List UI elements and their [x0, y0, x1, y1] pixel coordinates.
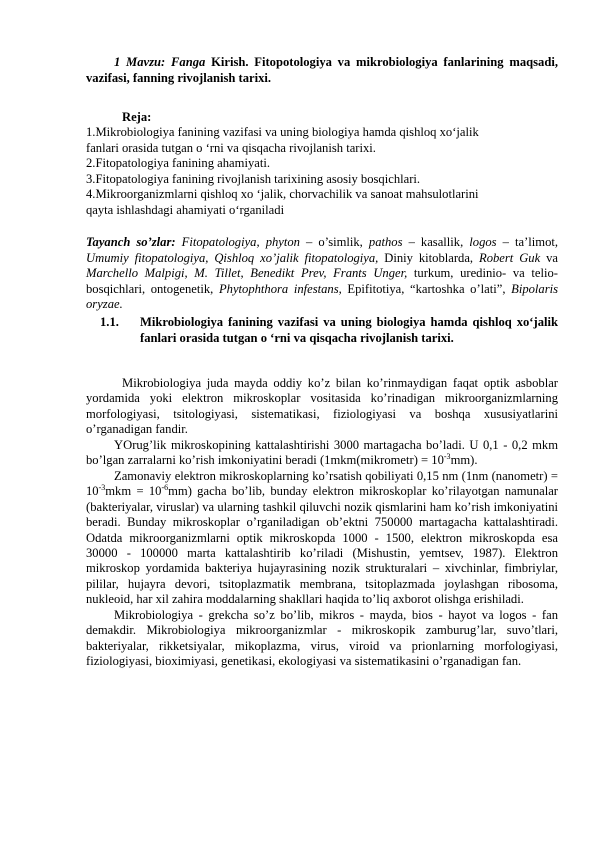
keyword: Marchello Malpigi, M. Tillet, Benedikt Prev, Frants Unger,: [86, 266, 408, 280]
keyword: Fitopatologiya,: [181, 235, 260, 249]
section-title: Mikrobiologiya fanining vazifasi va uning biologiya hamda qishloq xo‘jalik fanlari orasida tutgan o ‘rni va qisqacha rivojlanish tarixi.: [140, 315, 558, 345]
topic-number: 1 Mavzu: Fanga: [114, 55, 206, 69]
superscript: -6: [161, 482, 169, 492]
keyword-gloss: – kasallik,: [408, 235, 464, 249]
keywords-block: [86, 235, 558, 313]
keyword: logos: [469, 235, 497, 249]
superscript: -3: [98, 482, 106, 492]
paragraph: Mikrobiologiya juda mayda oddiy ko’z bilan ko’rinmaydigan faqat optik asboblar yordamida yoki elektron mikroskoplar vositasida ko’rinadigan mikroorganizmlarning morfologiyasi, tsitologiyasi, sistematikasi, fiziologiyasi va boshqa xususiyatlarini o’rganadigan fandir.: [86, 376, 558, 437]
paragraph: [86, 469, 558, 608]
paragraph-text: mkm = 10: [105, 484, 162, 499]
keyword: phyton: [265, 235, 300, 249]
keyword-gloss: va: [546, 250, 558, 265]
plan-line: 3.Fitopatologiya fanining rivojlanish tarixining asosiy bosqichlari.: [86, 171, 421, 186]
paragraph: [86, 438, 558, 469]
keyword: Robert Guk: [479, 250, 541, 265]
section-heading: [100, 315, 558, 346]
section-body: [86, 376, 558, 670]
topic-title-text: Fitopotologiya va mikrobiologiya fanlarining maqsadi, vazifasi, fanning rivojlanish tarixi.: [86, 55, 559, 85]
topic-intro: Kirish.: [211, 55, 249, 69]
plan-line: fanlari orasida tutgan o ‘rni va qisqacha rivojlanish tarixi.: [86, 140, 376, 155]
plan-line: 4.Mikroorganizmlarni qishloq xo ‘jalik, chorvachilik va sanoat mahsulotlarini: [86, 187, 479, 201]
keyword: pathos: [368, 235, 403, 249]
paragraph-text: Zamonaviy elektron mikroskoplarning ko’rsatish qobiliyati 0,15 nm (1nm (nanometr) = 10: [86, 468, 558, 499]
plan-line: 2.Fitopatologiya fanining ahamiyati.: [86, 156, 270, 170]
superscript: -3: [443, 452, 451, 462]
paragraph-text: mm) gacha bo’lib, bunday elektron mikroskoplar ko’rilayotgan namunalar (bakteriyalar, viruslar) va ularning tashkil qiluvchi nozik qismlarini ham ko’rish imkoniyatini beradi. Bunday mikroskoplar o’rganiladigan ob’ektni 750000 martagacha kattalashtiradi. Odatda mikroorganizmlarni optik mikroskopda 1000 - 1500, elektron mikroskopda esa 30000 - 100000 marta kattalashtirib ko’riladi (Mishustin, yemtsev, 1987). Elektron mikroskop yordamida bakteriya hujayrasining nozik strukturalari – xivchinlar, fimbriylar, pililar, hujayra devori, tsitoplazmatik membrana, tsitoplazmada joylashgan ribosoma, nukleoid, har xil zahira moddalarning shakllari haqida to’liq axborot olishga erishiladi.: [86, 484, 558, 607]
paragraph-text: YOrug’lik mikroskopining kattalashtirishi 3000 martagacha bo’ladi. U 0,1 - 0,2 mkm bo’lgan zarralarni ko’rish imkoniyatini beradi (1mkm(mikrometr) = 10: [86, 437, 558, 468]
keyword: Umumiy fitopatologiya, Qishloq xo’jalik fitopatologiya,: [86, 250, 379, 265]
keyword-gloss: ta’limot,: [515, 235, 559, 249]
plan-list: [86, 125, 558, 218]
section-number: 1.1.: [100, 315, 119, 329]
keywords-label: Tayanch so’zlar:: [86, 235, 176, 249]
keyword: Phytophthora infestans,: [218, 281, 342, 296]
keyword: Diniy kitoblarda,: [384, 250, 474, 265]
keyword: turkum, uredinio- va telio-bosqichlari, ontogenetik,: [86, 266, 558, 296]
paragraph: Mikrobiologiya - grekcha so’z bo’lib, mikros - mayda, bios - hayot va logos - fan demakdir. Mikrobiologiya mikroorganizmlar - mikroskopik zamburug’lar, suvo’tlari, bakteriyalar, rikketsiyalar, mikoplazma, virus, viroid va prionlarning morfologiyasi, fiziologiyasi, bioximiyasi, genetikasi, ekologiyasi va sistematikasini o’rganadigan fan.: [86, 607, 558, 669]
plan-heading: Reja:: [122, 110, 152, 124]
plan-line: qayta ishlashdagi ahamiyati o‘rganiladi: [86, 202, 285, 217]
keyword: Epifitotiya, “kartoshka o’lati”,: [347, 281, 506, 296]
keyword: Bipolaris oryzae.: [86, 281, 559, 311]
plan-line: 1.Mikrobiologiya fanining vazifasi va uning biologiya hamda qishloq xo‘jalik: [86, 125, 479, 139]
keyword-gloss: – o’simlik,: [306, 235, 363, 249]
topic-title: [86, 55, 558, 86]
keyword-gloss: –: [502, 235, 509, 249]
paragraph-text: mm).: [450, 453, 478, 468]
